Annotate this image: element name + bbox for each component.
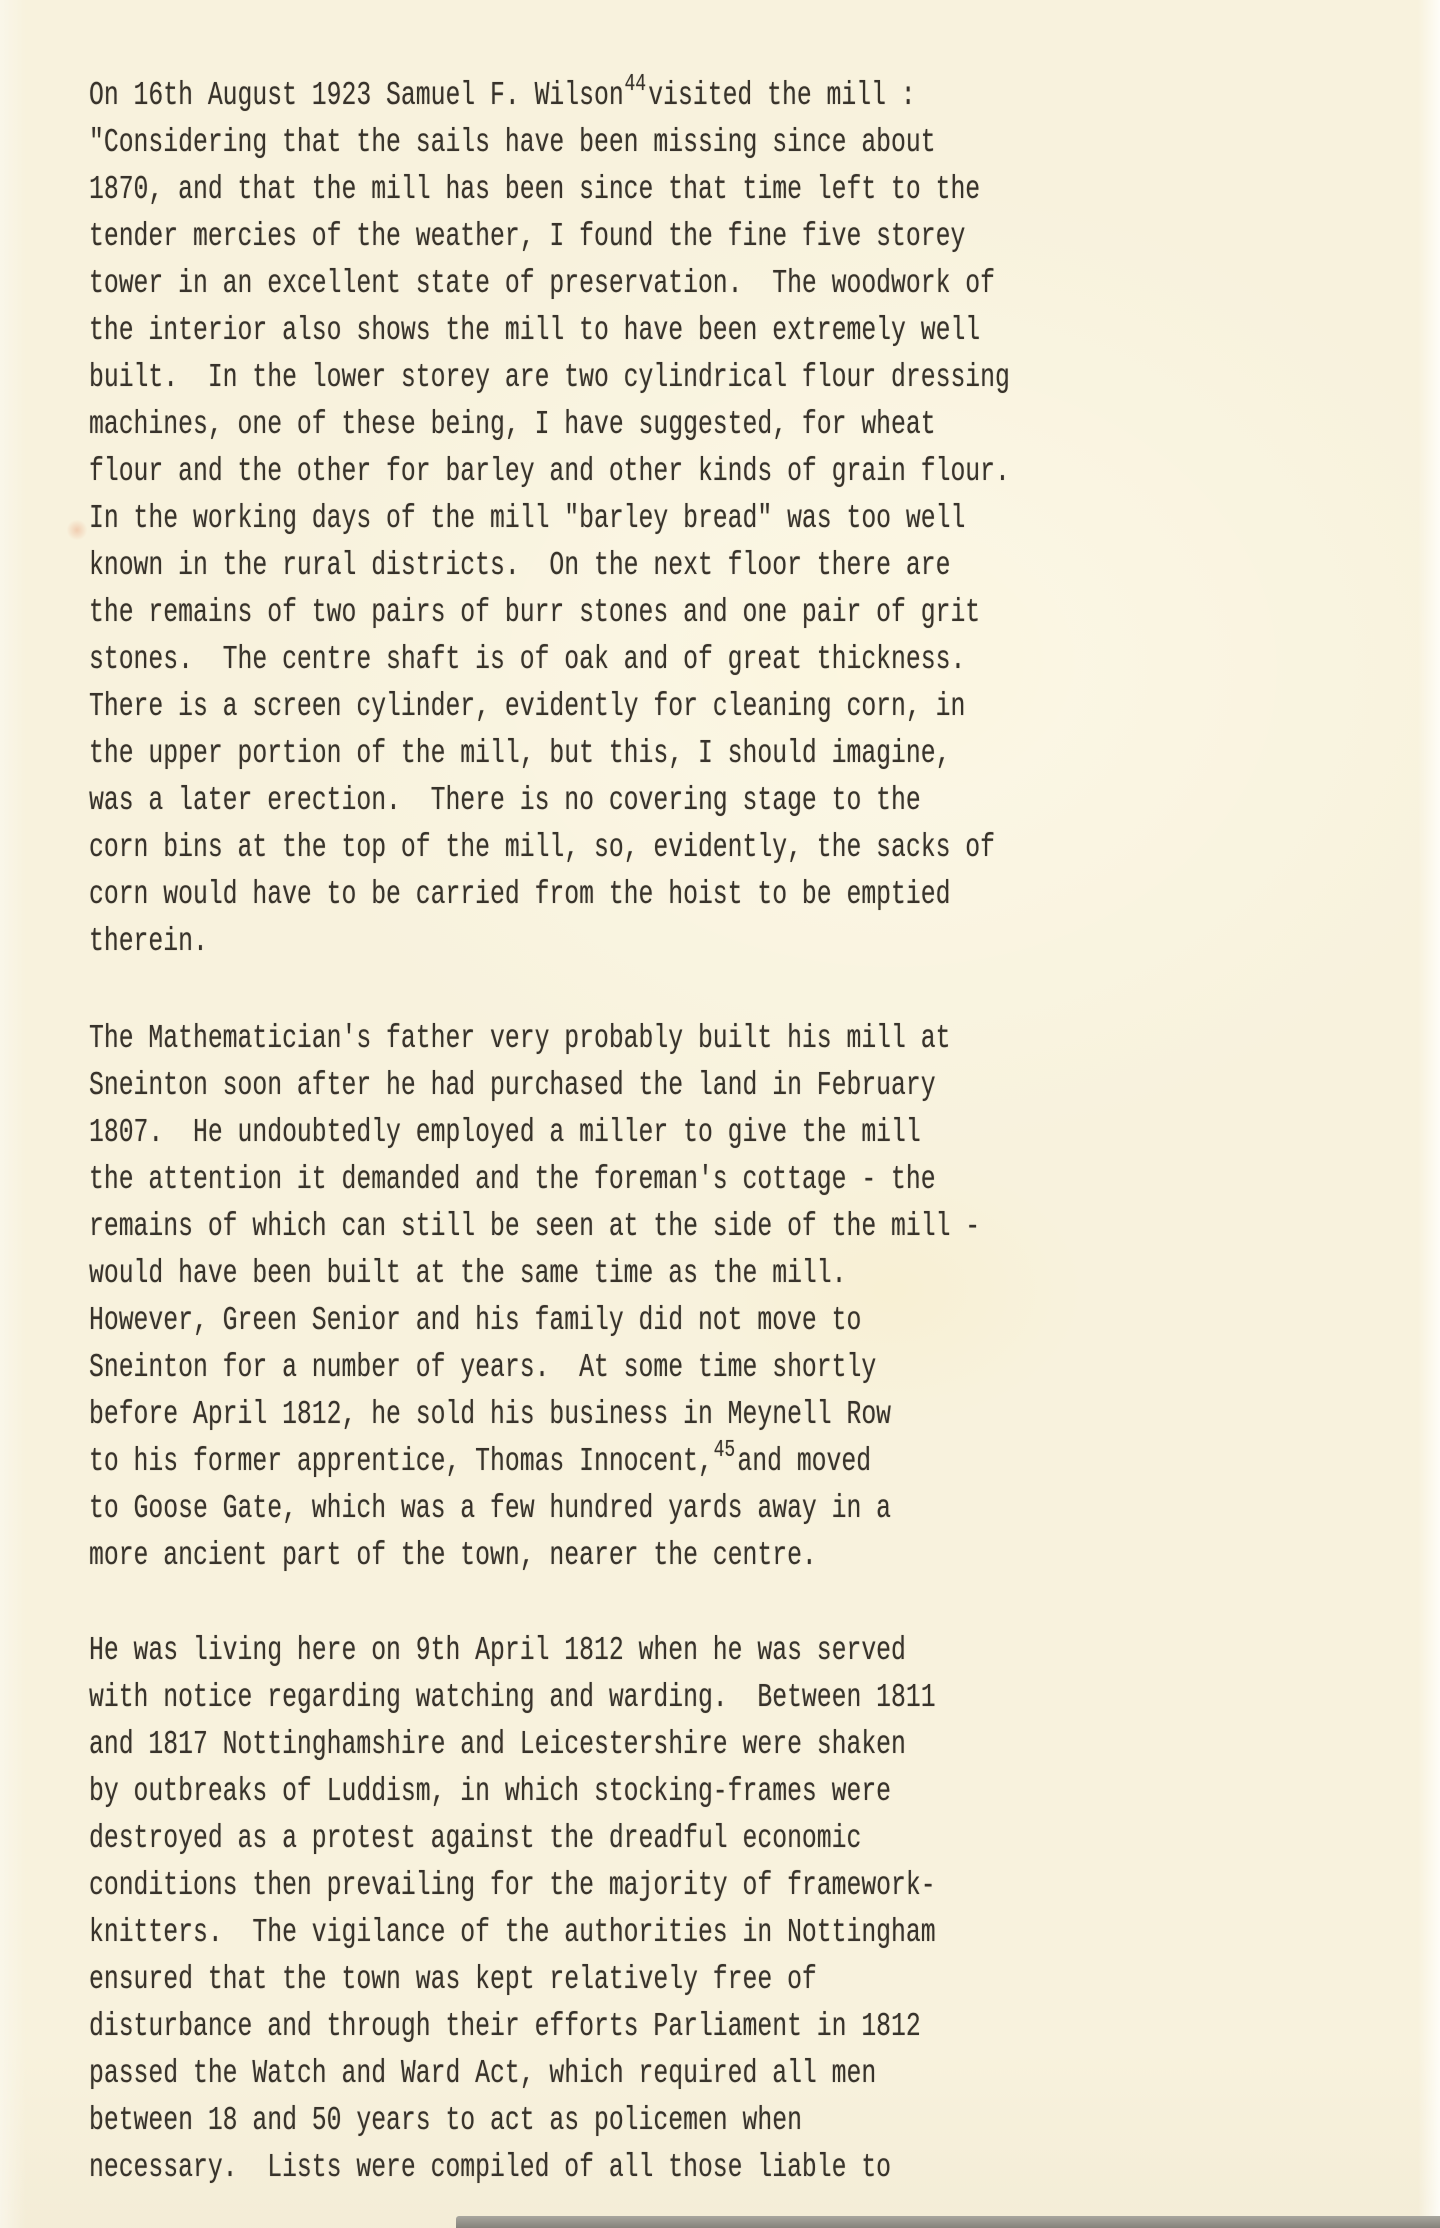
text-line: He was living here on 9th April 1812 when he was served <box>89 1632 906 1669</box>
text-line: 1870, and that the mill has been since that time left to the <box>89 171 981 208</box>
text-line: built. In the lower storey are two cylindrical flour dressing <box>89 359 1010 396</box>
paragraph-2 <box>89 1015 1439 1579</box>
text-line: conditions then prevailing for the majority of framework- <box>89 1867 936 1904</box>
text-line: the interior also shows the mill to have been extremely well <box>89 312 981 349</box>
text-line: therein. <box>89 923 208 960</box>
text-line: flour and the other for barley and other kinds of grain flour. <box>89 453 1010 490</box>
text-line: On 16th August 1923 Samuel F. Wilson$^{44}$visited the mill : <box>89 71 916 114</box>
text-line: disturbance and through their efforts Parliament in 1812 <box>89 2008 921 2045</box>
text-line: knitters. The vigilance of the authorities in Nottingham <box>89 1914 936 1951</box>
paragraph-1 <box>89 72 1439 965</box>
text-line: tower in an excellent state of preservation. The woodwork of <box>89 265 995 302</box>
scan-edge-artifact <box>456 2216 1440 2228</box>
text-line: the remains of two pairs of burr stones and one pair of grit <box>89 594 981 631</box>
text-line: to his former apprentice, Thomas Innocent,$^{45}$and moved <box>89 1437 872 1480</box>
text-line: with notice regarding watching and warding. Between 1811 <box>89 1679 936 1716</box>
text-line: corn bins at the top of the mill, so, evidently, the sacks of <box>89 829 995 866</box>
text-line: "Considering that the sails have been missing since about <box>89 124 936 161</box>
footnote-marker: 44 <box>624 71 647 98</box>
text-line: There is a screen cylinder, evidently for cleaning corn, in <box>89 688 966 725</box>
text-line: ensured that the town was kept relatively free of <box>89 1961 817 1998</box>
text-line: corn would have to be carried from the hoist to be emptied <box>89 876 951 913</box>
text-line: to Goose Gate, which was a few hundred yards away in a <box>89 1490 892 1527</box>
text-line: 1807. He undoubtedly employed a miller to give the mill <box>89 1114 921 1151</box>
text-line: was a later erection. There is no covering stage to the <box>89 782 921 819</box>
text-line: destroyed as a protest against the dreadful economic <box>89 1820 862 1857</box>
text-line: Sneinton for a number of years. At some time shortly <box>89 1349 877 1386</box>
text-line: would have been built at the same time as the mill. <box>89 1255 847 1292</box>
text-line: tender mercies of the weather, I found the fine five storey <box>89 218 966 255</box>
text-line: the upper portion of the mill, but this, I should imagine, <box>89 735 951 772</box>
text-line: In the working days of the mill "barley bread" was too well <box>89 500 966 537</box>
paragraph-3 <box>89 1627 1439 2191</box>
footnote-marker: 45 <box>713 1437 736 1464</box>
text-line: between 18 and 50 years to act as policemen when <box>89 2102 802 2139</box>
text-line: and 1817 Nottinghamshire and Leicestershire were shaken <box>89 1726 906 1763</box>
text-line: more ancient part of the town, nearer the centre. <box>89 1537 817 1574</box>
text-line: passed the Watch and Ward Act, which required all men <box>89 2055 877 2092</box>
text-line: before April 1812, he sold his business in Meynell Row <box>89 1396 892 1433</box>
text-line: remains of which can still be seen at the side of the mill - <box>89 1208 981 1245</box>
text-line: stones. The centre shaft is of oak and of great thickness. <box>89 641 966 678</box>
text-line: machines, one of these being, I have suggested, for wheat <box>89 406 936 443</box>
text-line: by outbreaks of Luddism, in which stocking-frames were <box>89 1773 892 1810</box>
text-line: known in the rural districts. On the next floor there are <box>89 547 951 584</box>
text-line: the attention it demanded and the foreman's cottage - the <box>89 1161 936 1198</box>
text-line: necessary. Lists were compiled of all those liable to <box>89 2149 892 2186</box>
text-line: Sneinton soon after he had purchased the land in February <box>89 1067 936 1104</box>
text-line: However, Green Senior and his family did not move to <box>89 1302 862 1339</box>
text-line: The Mathematician's father very probably built his mill at <box>89 1020 951 1057</box>
